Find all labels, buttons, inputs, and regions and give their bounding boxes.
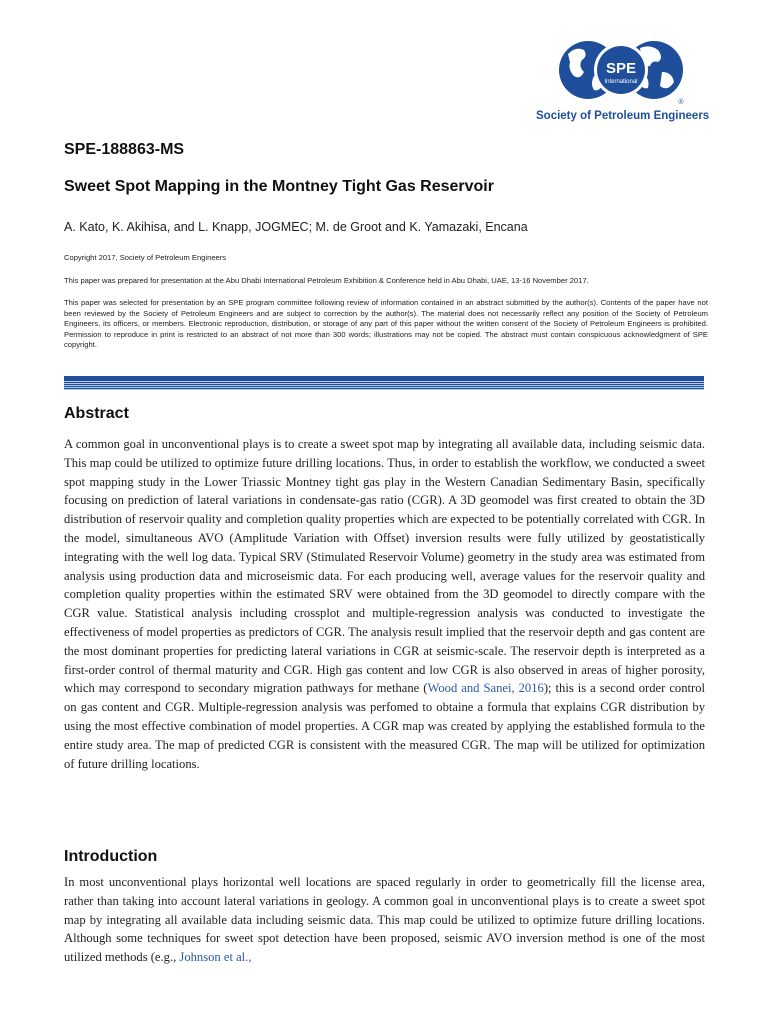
review-notice: This paper was selected for presentation by an SPE program committee following review of information contained in an abstract submitted by the author(s). Contents of the paper have not been reviewed by the Society of Petroleum Engineers and are subject to correction by the author(s). The material does not necessarily reflect any position of the Society of Petroleum Engineers, its officers, or members. Electronic reproduction, distribution, or storage of any part of this paper without the written consent of the Society of Petroleum Engineers is prohibited. Permission to reproduce in print is restricted to an abstract of not more than 300 words; illustrations may not be copied. The abstract must contain conspicuous acknowledgment of SPE copyright. (64, 298, 708, 350)
logo-org-name: Society of Petroleum Engineers (536, 110, 710, 122)
presentation-notice: This paper was prepared for presentation at the Abu Dhabi International Petroleum Exhibition & Conference held in Abu Dhabi, UAE, 13-16 November 2017. (64, 276, 589, 285)
paper-title: Sweet Spot Mapping in the Montney Tight Gas Reservoir (64, 178, 494, 195)
abstract-heading: Abstract (64, 405, 129, 422)
logo-subtitle: International (604, 79, 638, 85)
citation-link-wood-sanei[interactable]: Wood and Sanei, 2016 (427, 681, 544, 696)
paper-authors: A. Kato, K. Akihisa, and L. Knapp, JOGMEC; M. de Groot and K. Yamazaki, Encana (64, 220, 528, 234)
copyright-notice: Copyright 2017, Society of Petroleum Engineers (64, 253, 227, 262)
logo-initials: SPE (605, 60, 637, 77)
registered-mark: ® (678, 99, 684, 106)
paper-id: SPE-188863-MS (64, 141, 185, 158)
introduction-heading: Introduction (64, 848, 158, 865)
citation-link-johnson[interactable]: Johnson et al., (179, 950, 252, 965)
abstract-text-part1: A common goal in unconventional plays is to create a sweet spot map by integrating all available data, including seismic data. This map could be utilized to optimize future drilling locations. Thus, in order to establish the workflow, we conducted a sweet spot mapping study in the Lower Triassic Montney tight gas play in the Western Canadian Sedimentary Basin, specifically focusing on prediction of lateral variations in condensate-gas ratio (CGR). A 3D geomodel was first created to obtain the 3D distribution of reservoir quality and completion quality properties which are expected to be potentially correlated with CGR. In the model, simultaneous AVO (Amplitude Variation with Offset) inversion results were fully utilized by geostatistically integrating with the well log data. Typical SRV (Stimulated Reservoir Volume) geometry in the study area was estimated from analysis using production data and microseismic data. For each producing well, average values for the reservoir quality and completion quality properties within the estimated SRV were obtained from the 3D geomodel to directly compare with the CGR value. Statistical analysis including crossplot and multiple-regression analysis was conducted to investigate the effectiveness of model properties as predictors of CGR. The analysis result implied that the reservoir depth and gas content are the most dominant properties for predicting lateral variations in CGR at seismic-scale. The reservoir depth is interpreted as a first-order control of thermal maturity and CGR. High gas content and low CGR is also observed in areas of higher porosity, which may correspond to secondary migration pathways for methane ( (64, 437, 705, 696)
introduction-text: In most unconventional plays horizontal well locations are spaced regularly in order to geometrically fill the license area, rather than taking into account lateral variations in geology. A common goal in unconventional plays is to create a sweet spot map by integrating all available data including seismic data. This map could be utilized to optimize future drilling locations. Although some techniques for sweet spot detection have been proposed, seismic AVO inversion method is one of the most utilized methods (e.g., (64, 875, 705, 965)
introduction-body (64, 873, 705, 967)
globe-logo-icon (554, 32, 688, 112)
spe-logo (536, 32, 710, 124)
abstract-body (64, 435, 705, 773)
section-divider (64, 376, 704, 390)
abstract-text-part2: ); this is a second order control on gas content and CGR. Multiple-regression analysis was perfomed to obtaine a formula that explains CGR distribution by using the most effective combination of model properties. A CGR map was created by applying the established formula to the entire study area. The map of predicted CGR is consistent with the measured CGR. The map will be utilized for optimization of future drilling locations. (64, 681, 706, 771)
